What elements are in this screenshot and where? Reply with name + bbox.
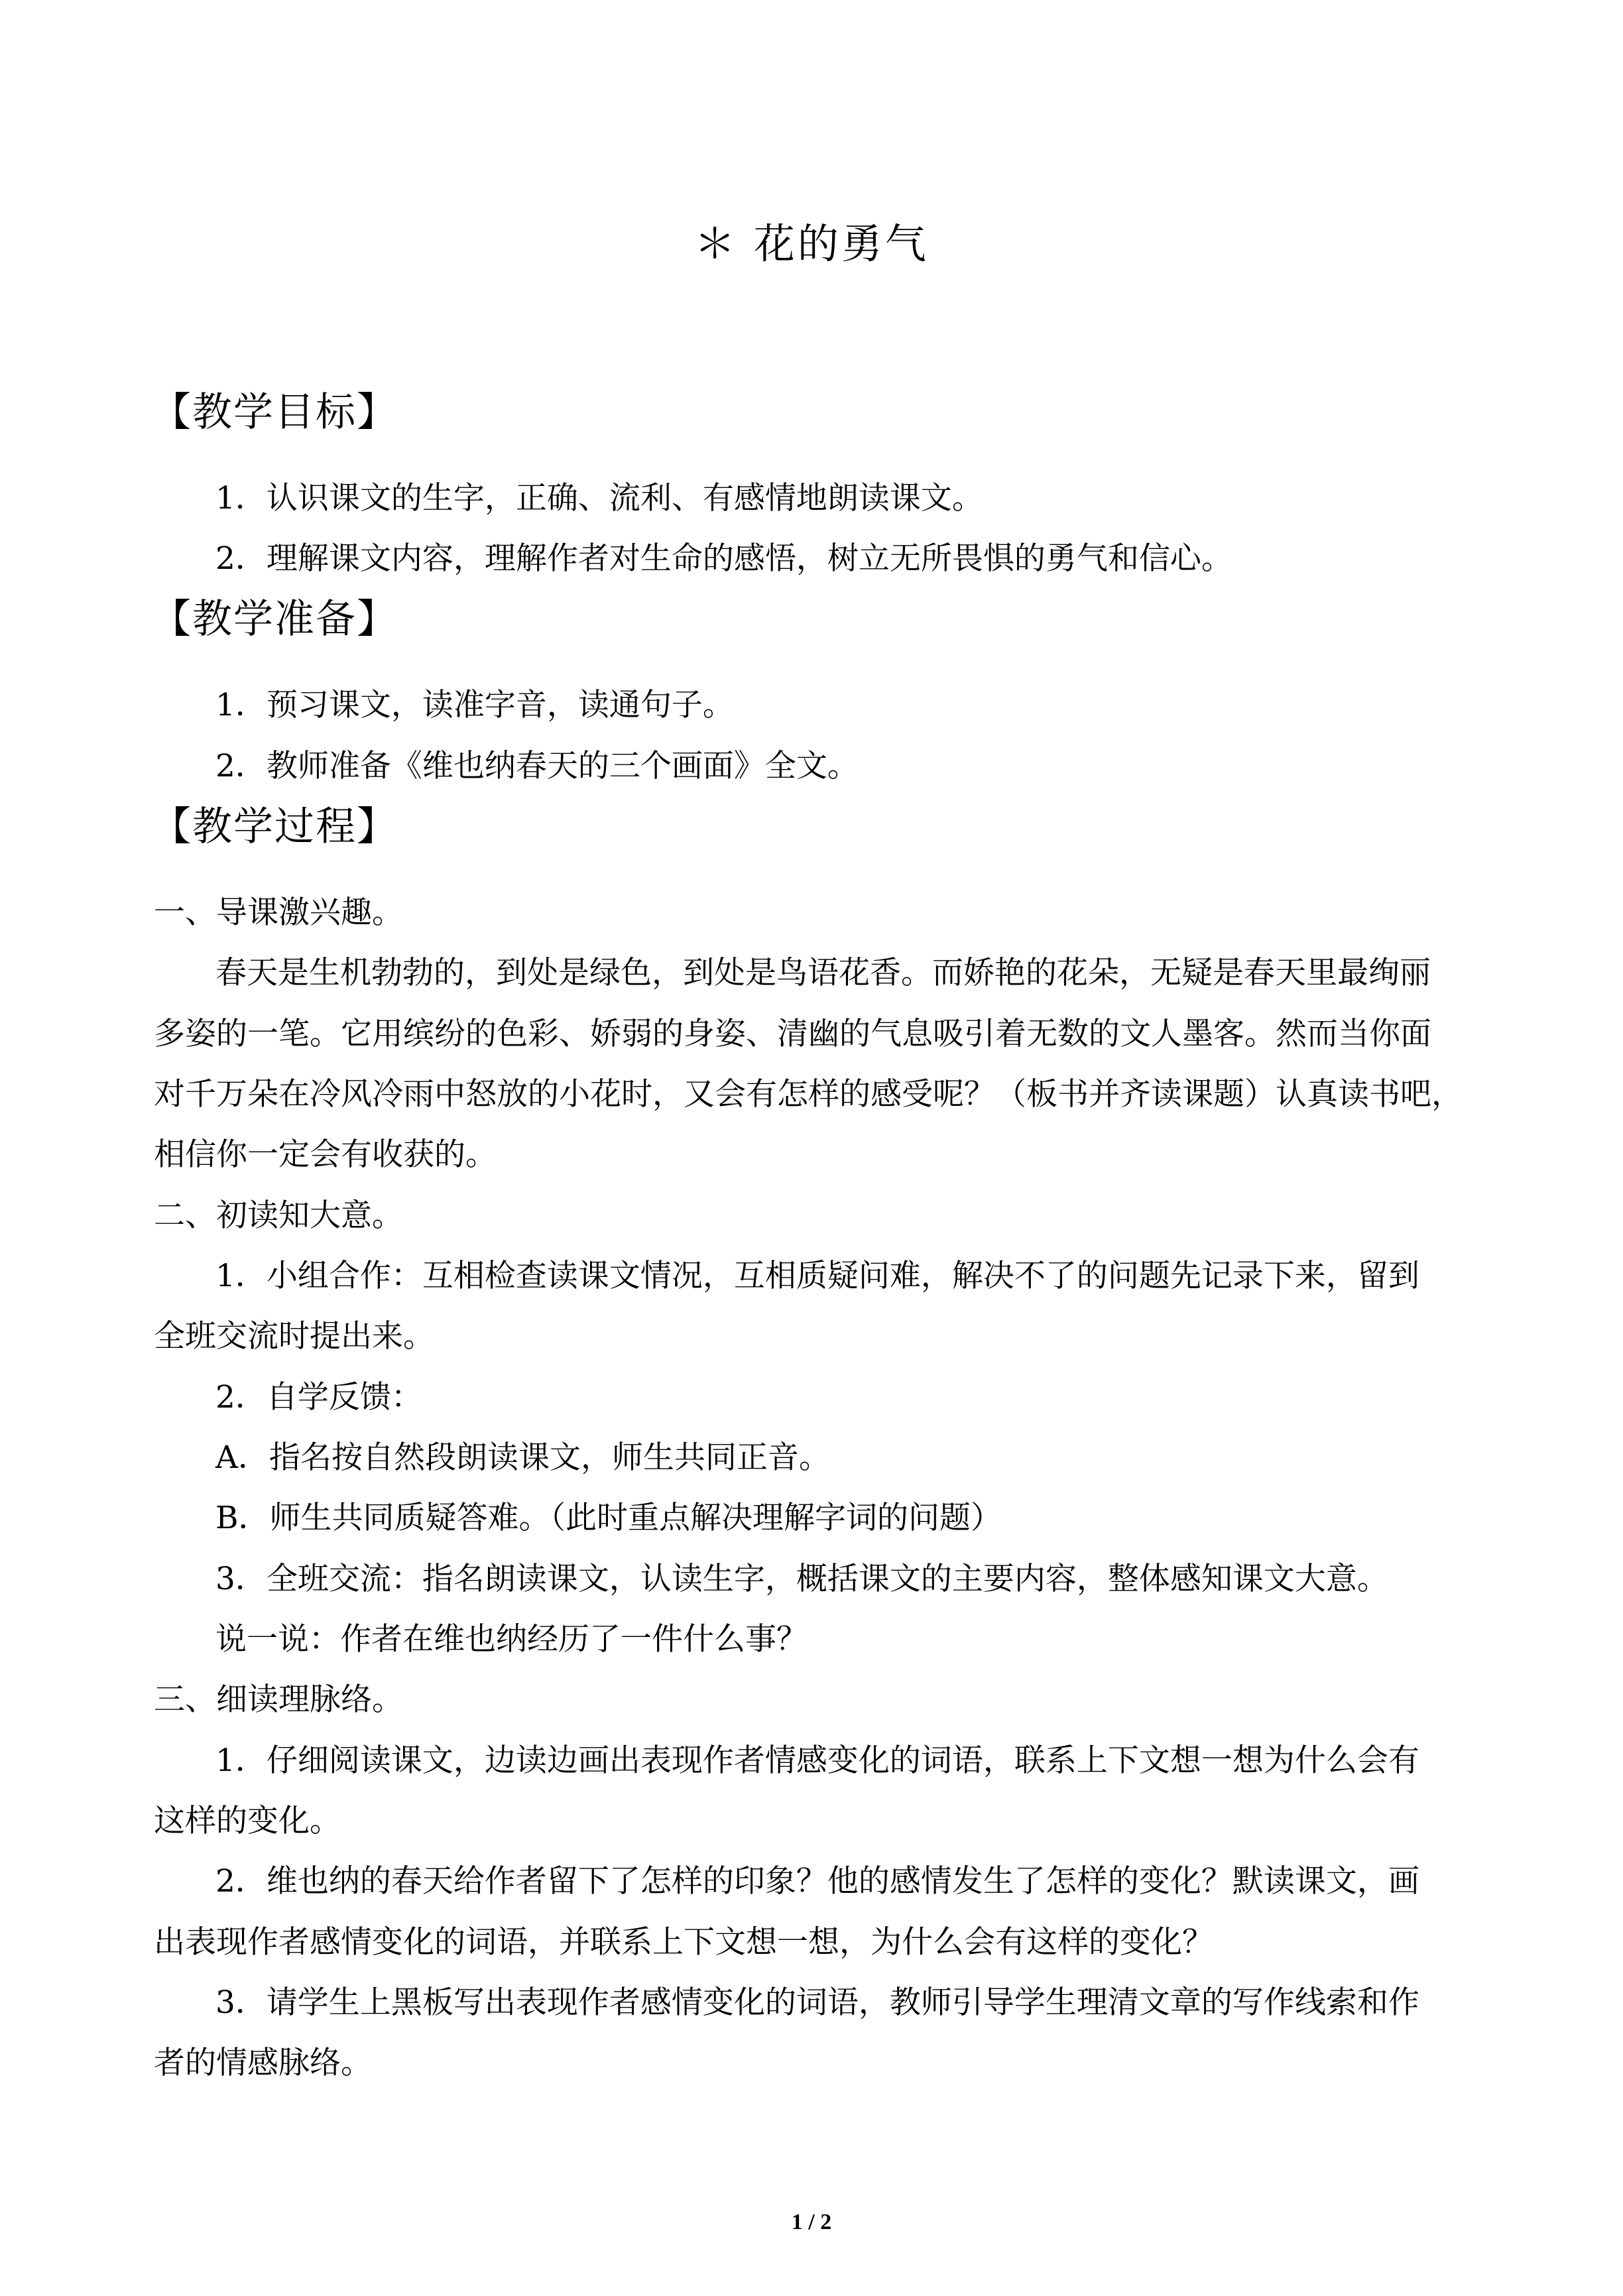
- process-part2-item1-line: 全班交流时提出来。: [154, 1318, 434, 1355]
- page-number: 1 / 2: [791, 2210, 832, 2234]
- process-part3-item3-line: 者的情感脉络。: [154, 2045, 372, 2081]
- section-heading-prep: 【教学准备】: [151, 596, 398, 642]
- page-title: ＊ 花的勇气: [694, 219, 929, 268]
- process-part1-heading: 一、导课激兴趣。: [154, 894, 403, 931]
- goal-item-1: 1．认识课文的生字，正确、流利、有感情地朗读课文。: [215, 480, 983, 516]
- process-part2-item2b: B．师生共同质疑答难。（此时重点解决理解字词的问题）: [215, 1500, 1002, 1536]
- process-part2-item2: 2．自学反馈：: [215, 1379, 422, 1416]
- process-part1-para-line: 相信你一定会有收获的。: [154, 1136, 497, 1173]
- process-part3-item1-line: 1．仔细阅读课文，边读边画出表现作者情感变化的词语，联系上下文想一想为什么会有: [215, 1742, 1419, 1779]
- process-part3-heading: 三、细读理脉络。: [154, 1681, 403, 1718]
- process-part2-item1-line: 1．小组合作：互相检查读课文情况，互相质疑问难，解决不了的问题先记录下来，留到: [215, 1258, 1419, 1294]
- goal-item-2: 2．理解课文内容，理解作者对生命的感悟，树立无所畏惧的勇气和信心。: [215, 540, 1232, 577]
- process-part2-say: 说一说：作者在维也纳经历了一件什么事？: [215, 1621, 808, 1658]
- process-part1-para-line: 多姿的一笔。它用缤纷的色彩、娇弱的身姿、清幽的气息吸引着无数的文人墨客。然而当你面: [154, 1016, 1431, 1052]
- process-part2-item3: 3．全班交流：指名朗读课文，认读生字，概括课文的主要内容，整体感知课文大意。: [215, 1561, 1388, 1597]
- prep-item-1: 1．预习课文，读准字音，读通句子。: [215, 687, 734, 723]
- process-part3-item1-line: 这样的变化。: [154, 1803, 341, 1839]
- process-part3-item2-line: 2．维也纳的春天给作者留下了怎样的印象？他的感情发生了怎样的变化？默读课文，画: [215, 1863, 1419, 1900]
- process-part3-item2-line: 出表现作者感情变化的词语，并联系上下文想一想，为什么会有这样的变化？: [154, 1924, 1213, 1961]
- section-heading-process: 【教学过程】: [151, 804, 398, 850]
- process-part2-item2a: A．指名按自然段朗读课文，师生共同正音。: [215, 1439, 830, 1476]
- process-part3-item3-line: 3．请学生上黑板写出表现作者感情变化的词语，教师引导学生理清文章的写作线索和作: [215, 1984, 1419, 2021]
- prep-item-2: 2．教师准备《维也纳春天的三个画面》全文。: [215, 748, 859, 784]
- process-part1-para-line: 春天是生机勃勃的，到处是绿色，到处是鸟语花香。而娇艳的花朵，无疑是春天里最绚丽: [215, 955, 1431, 991]
- process-part2-heading: 二、初读知大意。: [154, 1197, 403, 1234]
- section-heading-goals: 【教学目标】: [151, 389, 398, 436]
- process-part1-para-line: 对千万朵在冷风冷雨中怒放的小花时，又会有怎样的感受呢？（板书并齐读课题）认真读书吧，: [154, 1076, 1463, 1113]
